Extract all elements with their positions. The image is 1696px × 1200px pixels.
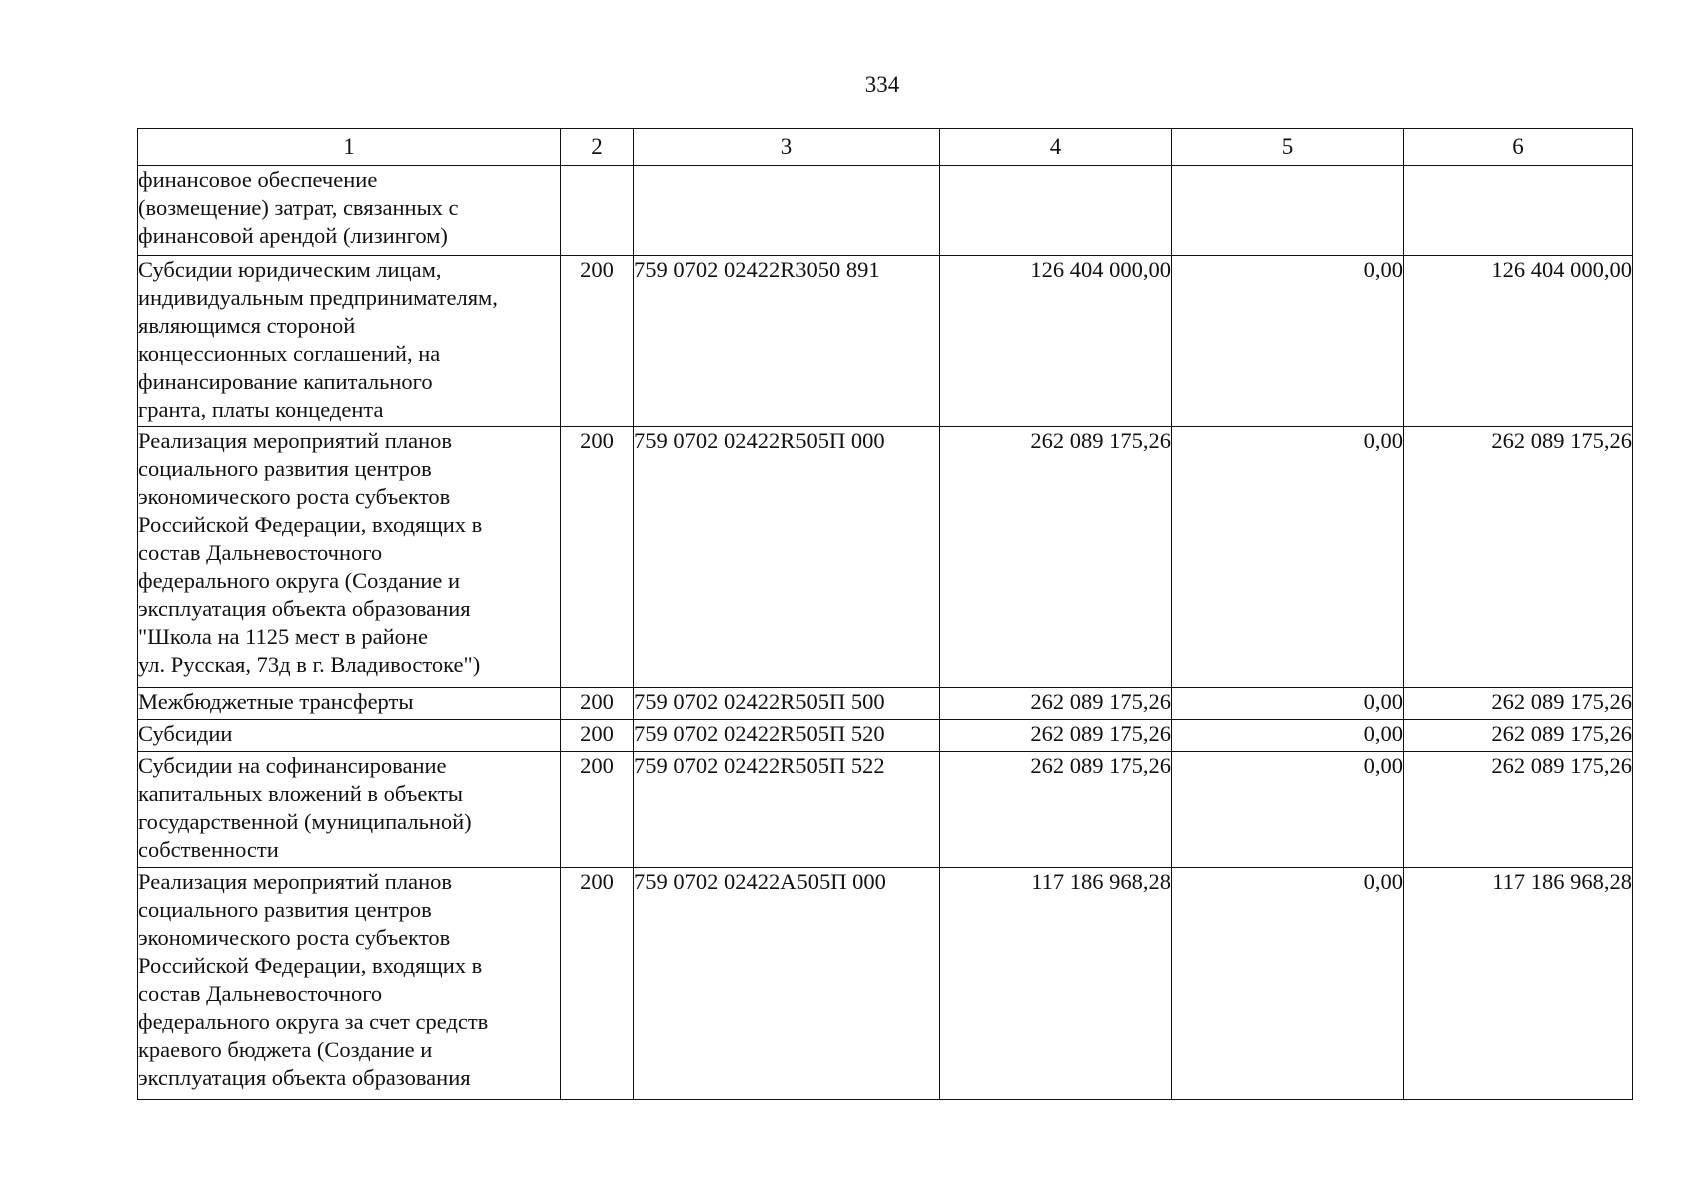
table-row xyxy=(138,868,1633,1100)
row-amount-column-6: 117 186 968,28 xyxy=(1404,868,1633,1100)
budget-table xyxy=(137,128,1633,1100)
row-amount-column-5: 0,00 xyxy=(1172,427,1404,688)
row-amount-column-6: 262 089 175,26 xyxy=(1404,427,1633,688)
table-row xyxy=(138,688,1633,720)
row-amount-column-5: 0,00 xyxy=(1172,256,1404,427)
row-amount-column-4: 117 186 968,28 xyxy=(940,868,1172,1100)
description-line: эксплуатация объекта образования xyxy=(138,596,471,621)
column-header-3: 3 xyxy=(634,129,940,166)
description-line: состав Дальневосточного xyxy=(138,981,383,1006)
row-budget-code: 759 0702 02422R3050 891 xyxy=(634,256,940,427)
row-amount-column-5 xyxy=(1172,166,1404,256)
description-line: "Школа на 1125 мест в районе xyxy=(138,624,428,649)
row-code-column-2: 200 xyxy=(561,752,634,868)
description-line: финансовой арендой (лизингом) xyxy=(138,223,448,248)
row-amount-column-4: 262 089 175,26 xyxy=(940,720,1172,752)
column-header-2: 2 xyxy=(561,129,634,166)
table-row xyxy=(138,752,1633,868)
header-row xyxy=(138,129,1633,166)
table-row xyxy=(138,427,1633,688)
table-row xyxy=(138,256,1633,427)
row-amount-column-5: 0,00 xyxy=(1172,720,1404,752)
row-code-column-2: 200 xyxy=(561,256,634,427)
row-description xyxy=(138,427,561,688)
row-code-column-2: 200 xyxy=(561,720,634,752)
description-line: федерального округа за счет средств xyxy=(138,1009,489,1034)
description-line: финансовое обеспечение xyxy=(138,167,378,192)
row-budget-code: 759 0702 02422А505П 000 xyxy=(634,868,940,1100)
row-budget-code: 759 0702 02422R505П 500 xyxy=(634,688,940,720)
row-description xyxy=(138,868,561,1100)
row-amount-column-5: 0,00 xyxy=(1172,868,1404,1100)
row-amount-column-4: 262 089 175,26 xyxy=(940,752,1172,868)
description-line: индивидуальным предпринимателям, xyxy=(138,285,498,310)
row-description xyxy=(138,688,561,720)
description-line: социального развития центров xyxy=(138,897,432,922)
column-header-1: 1 xyxy=(138,129,561,166)
description-line: Субсидии юридическим лицам, xyxy=(138,257,442,282)
row-amount-column-6: 262 089 175,26 xyxy=(1404,720,1633,752)
row-amount-column-6: 262 089 175,26 xyxy=(1404,752,1633,868)
row-code-column-2: 200 xyxy=(561,868,634,1100)
description-line: являющимся стороной xyxy=(138,313,356,338)
row-amount-column-6: 262 089 175,26 xyxy=(1404,688,1633,720)
column-header-5: 5 xyxy=(1172,129,1404,166)
row-amount-column-5: 0,00 xyxy=(1172,688,1404,720)
description-line: состав Дальневосточного xyxy=(138,540,383,565)
row-description xyxy=(138,256,561,427)
row-amount-column-4: 126 404 000,00 xyxy=(940,256,1172,427)
description-line: Реализация мероприятий планов xyxy=(138,869,452,894)
description-line: капитальных вложений в объекты xyxy=(138,781,463,806)
description-line: краевого бюджета (Создание и xyxy=(138,1037,433,1062)
description-line: Субсидии xyxy=(138,721,233,746)
row-description xyxy=(138,166,561,256)
column-header-4: 4 xyxy=(940,129,1172,166)
description-line: федерального округа (Создание и xyxy=(138,568,461,593)
description-line: Российской Федерации, входящих в xyxy=(138,512,483,537)
description-line: ул. Русская, 73д в г. Владивостоке") xyxy=(138,652,481,677)
row-code-column-2 xyxy=(561,166,634,256)
description-line: (возмещение) затрат, связанных с xyxy=(138,195,459,220)
row-budget-code: 759 0702 02422R505П 520 xyxy=(634,720,940,752)
row-budget-code: 759 0702 02422R505П 000 xyxy=(634,427,940,688)
row-amount-column-6 xyxy=(1404,166,1633,256)
description-line: Российской Федерации, входящих в xyxy=(138,953,483,978)
description-line: экономического роста субъектов xyxy=(138,484,451,509)
row-budget-code xyxy=(634,166,940,256)
description-line: Межбюджетные трансферты xyxy=(138,689,414,714)
description-line: финансирование капитального xyxy=(138,369,433,394)
row-amount-column-6: 126 404 000,00 xyxy=(1404,256,1633,427)
row-amount-column-4: 262 089 175,26 xyxy=(940,427,1172,688)
description-line: эксплуатация объекта образования xyxy=(138,1065,471,1090)
row-description xyxy=(138,752,561,868)
row-amount-column-4: 262 089 175,26 xyxy=(940,688,1172,720)
description-line: собственности xyxy=(138,837,279,862)
table-row xyxy=(138,720,1633,752)
page-number: 334 xyxy=(864,72,900,97)
row-budget-code: 759 0702 02422R505П 522 xyxy=(634,752,940,868)
description-line: концессионных соглашений, на xyxy=(138,341,441,366)
row-description xyxy=(138,720,561,752)
column-header-6: 6 xyxy=(1404,129,1633,166)
table-row xyxy=(138,166,1633,256)
description-line: экономического роста субъектов xyxy=(138,925,451,950)
row-code-column-2: 200 xyxy=(561,427,634,688)
row-amount-column-5: 0,00 xyxy=(1172,752,1404,868)
description-line: социального развития центров xyxy=(138,456,432,481)
row-code-column-2: 200 xyxy=(561,688,634,720)
description-line: государственной (муниципальной) xyxy=(138,809,472,834)
description-line: Субсидии на софинансирование xyxy=(138,753,447,778)
row-amount-column-4 xyxy=(940,166,1172,256)
description-line: гранта, платы концедента xyxy=(138,397,384,422)
description-line: Реализация мероприятий планов xyxy=(138,428,452,453)
